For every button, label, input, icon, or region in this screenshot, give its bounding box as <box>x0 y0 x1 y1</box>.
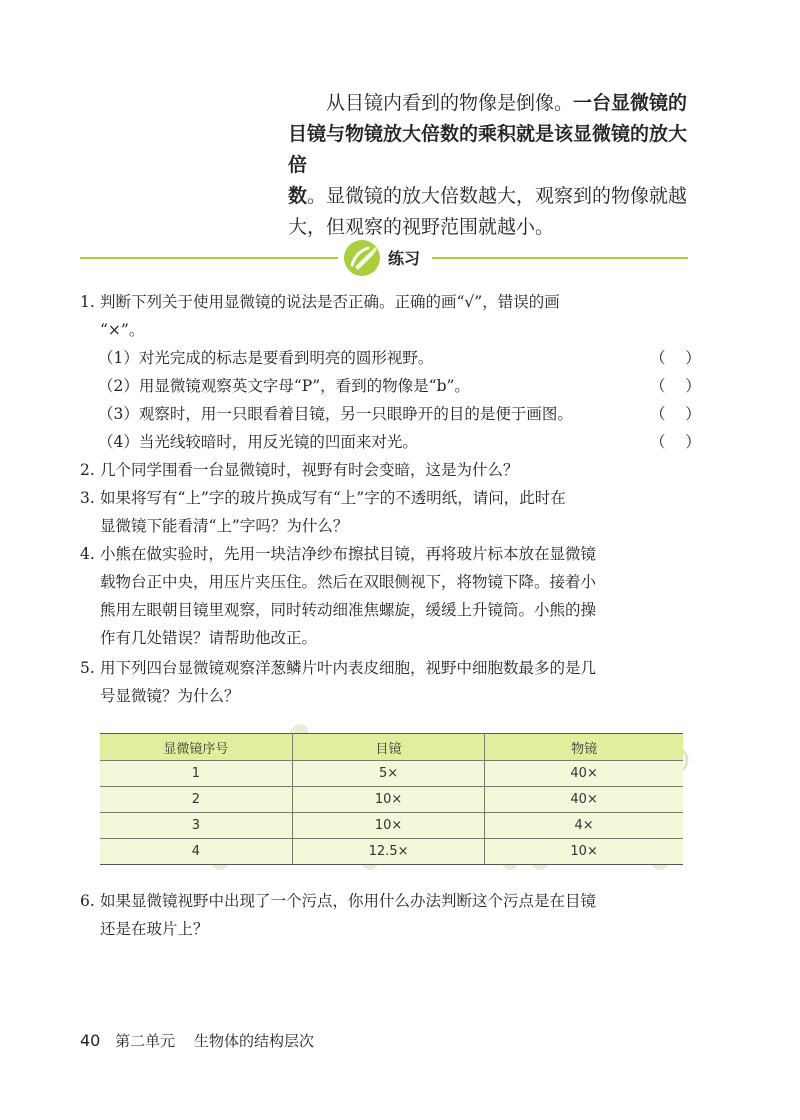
table-cell: 10× <box>292 813 484 839</box>
unit-label: 第二单元 <box>115 1032 176 1050</box>
judge-item-label: （4）当光线较暗时，用反光镜的凹面来对光。 <box>98 433 418 451</box>
intro-bold-3: 数 <box>288 185 308 207</box>
table-row <box>100 761 683 787</box>
question-text: “×”。 <box>100 321 145 339</box>
intro-paragraph <box>288 88 698 243</box>
question-text: 几个同学围看一台显微镜时，视野有时会变暗，这是为什么？ <box>100 461 519 479</box>
intro-line-1: 从目镜内看到的物像是倒像。一台显微镜的 <box>326 92 688 114</box>
table-cell: 12.5× <box>292 839 484 865</box>
intro-line-3: 数。显微镜的放大倍数越大，观察到的物像就越 <box>288 185 688 207</box>
question-text: 作有几处错误？请帮助他改正。 <box>100 629 318 647</box>
table-cell: 40× <box>485 761 683 787</box>
question-text: 载物台正中央，用压片夹压住。然后在双眼侧视下，将物镜下降。接着小 <box>100 573 597 591</box>
page-number: 40 <box>80 1031 101 1050</box>
judge-item-1 <box>98 344 701 372</box>
table-header-cell: 物镜 <box>485 734 683 761</box>
table-cell: 2 <box>100 787 292 813</box>
question-4 <box>80 540 688 652</box>
intro-bold-1: 一台显微镜的 <box>573 92 688 114</box>
question-text: 显微镜下能看清“上”字吗？为什么？ <box>100 517 349 535</box>
table-cell: 4 <box>100 839 292 865</box>
question-number: 1. <box>80 293 95 311</box>
page-footer <box>80 1030 314 1051</box>
judge-item-3 <box>98 400 701 428</box>
question-text: 号显微镜？为什么？ <box>100 687 240 705</box>
question-text: 还是在玻片上？ <box>100 920 209 938</box>
judge-item-label: （2）用显微镜观察英文字母“P”，看到的物像是“b”。 <box>98 377 470 395</box>
question-text: 判断下列关于使用显微镜的说法是否正确。正确的画“√”，错误的画 <box>100 293 560 311</box>
judge-item-2 <box>98 372 701 400</box>
table-cell: 40× <box>485 787 683 813</box>
table-cell: 10× <box>292 787 484 813</box>
table-cell: 10× <box>485 839 683 865</box>
intro-line-2 <box>288 119 698 181</box>
judge-item-label: （1）对光完成的标志是要看到明亮的圆形视野。 <box>98 349 434 367</box>
intro-bold-2: 目镜与物镜放大倍数的乘积就是该显微镜的放大倍 <box>288 123 688 176</box>
question-5 <box>80 654 688 710</box>
intro-line-4: 大，但观察的视野范围就越小。 <box>288 216 555 238</box>
exercise-divider-right <box>432 257 688 259</box>
unit-title: 生物体的结构层次 <box>193 1032 314 1050</box>
exercise-header <box>80 238 688 278</box>
answer-blank[interactable]: （ ） <box>650 349 701 367</box>
table-cell: 4× <box>485 813 683 839</box>
judge-item-4 <box>98 428 701 456</box>
question-text: 小熊在做实验时，先用一块洁净纱布擦拭目镜，再将玻片标本放在显微镜 <box>100 545 597 563</box>
question-number: 5. <box>80 659 95 677</box>
table-header-cell: 显微镜序号 <box>100 734 292 761</box>
question-text: 如果将写有“上”字的玻片换成写有“上”字的不透明纸，请问，此时在 <box>100 489 566 507</box>
question-3 <box>80 484 688 540</box>
question-text: 用下列四台显微镜观察洋葱鳞片叶内表皮细胞，视野中细胞数最多的是几 <box>100 659 597 677</box>
answer-blank[interactable]: （ ） <box>650 405 701 423</box>
pen-exercise-icon <box>342 238 382 278</box>
question-1 <box>80 288 688 344</box>
question-text: 熊用左眼朝目镜里观察，同时转动细准焦螺旋，缓缓上升镜筒。小熊的操 <box>100 601 597 619</box>
exercise-title: 练习 <box>388 249 421 268</box>
question-6 <box>80 887 688 943</box>
table-cell: 1 <box>100 761 292 787</box>
table-cell: 5× <box>292 761 484 787</box>
question-2 <box>80 456 688 484</box>
exercise-divider-left <box>80 257 338 259</box>
table-cell: 3 <box>100 813 292 839</box>
table-row <box>100 787 683 813</box>
table-header-row <box>100 734 683 761</box>
microscope-table <box>100 733 683 865</box>
table-row <box>100 839 683 865</box>
table-row <box>100 813 683 839</box>
answer-blank[interactable]: （ ） <box>650 433 701 451</box>
question-number: 3. <box>80 489 95 507</box>
answer-blank[interactable]: （ ） <box>650 377 701 395</box>
question-number: 4. <box>80 545 95 563</box>
question-number: 2. <box>80 461 95 479</box>
table-header-cell: 目镜 <box>292 734 484 761</box>
judge-item-label: （3）观察时，用一只眼看着目镜，另一只眼睁开的目的是便于画图。 <box>98 405 573 423</box>
question-number: 6. <box>80 892 95 910</box>
question-text: 如果显微镜视野中出现了一个污点，你用什么办法判断这个污点是在目镜 <box>100 892 597 910</box>
